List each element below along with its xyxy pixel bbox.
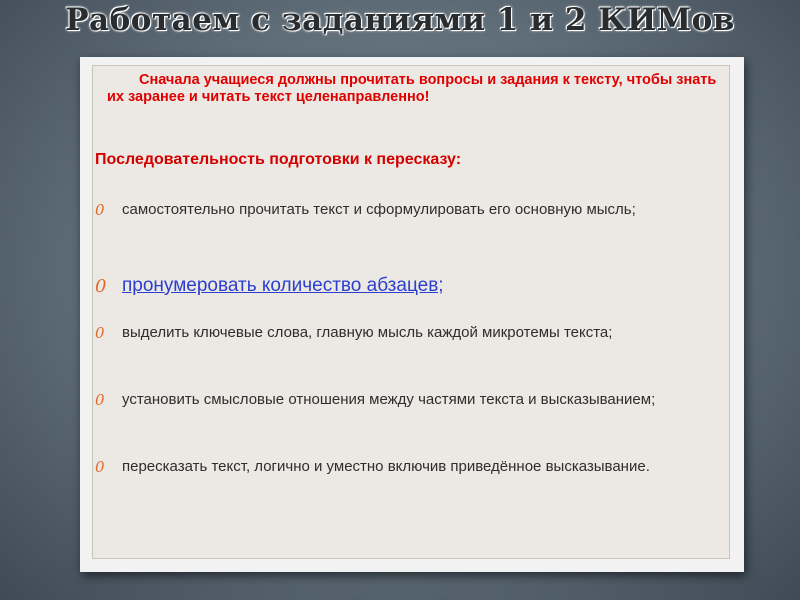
slide-title: Работаем с заданиями 1 и 2 КИМов [65, 2, 735, 38]
list-item [95, 458, 725, 476]
bullet-icon: 0 [95, 276, 107, 297]
list-item-text: пересказать текст, логично и уместно включив приведённое высказывание. [122, 458, 650, 475]
list-item [95, 201, 725, 219]
list-item [95, 391, 725, 409]
section-heading: Последовательность подготовки к пересказу: [95, 151, 462, 168]
bullet-icon: 0 [95, 391, 105, 409]
slide-content [92, 65, 730, 559]
list-item-text: установить смысловые отношения между частями текста и высказыванием; [122, 391, 656, 408]
list-item-text: самостоятельно прочитать текст и сформулировать его основную мысль; [122, 201, 636, 218]
list-item-text: выделить ключевые слова, главную мысль каждой микротемы текста; [122, 324, 613, 341]
bullet-icon: 0 [95, 458, 105, 476]
list-item [95, 275, 725, 297]
list-item-link[interactable]: пронумеровать количество абзацев; [122, 275, 444, 296]
bullet-icon: 0 [95, 201, 105, 219]
intro-text: Сначала учащиеся должны прочитать вопросы и задания к тексту, чтобы знать их заранее и читать текст целенаправленно! [107, 72, 717, 105]
photo-frame [80, 57, 744, 572]
bullet-icon: 0 [95, 324, 105, 342]
list-item [95, 324, 725, 342]
